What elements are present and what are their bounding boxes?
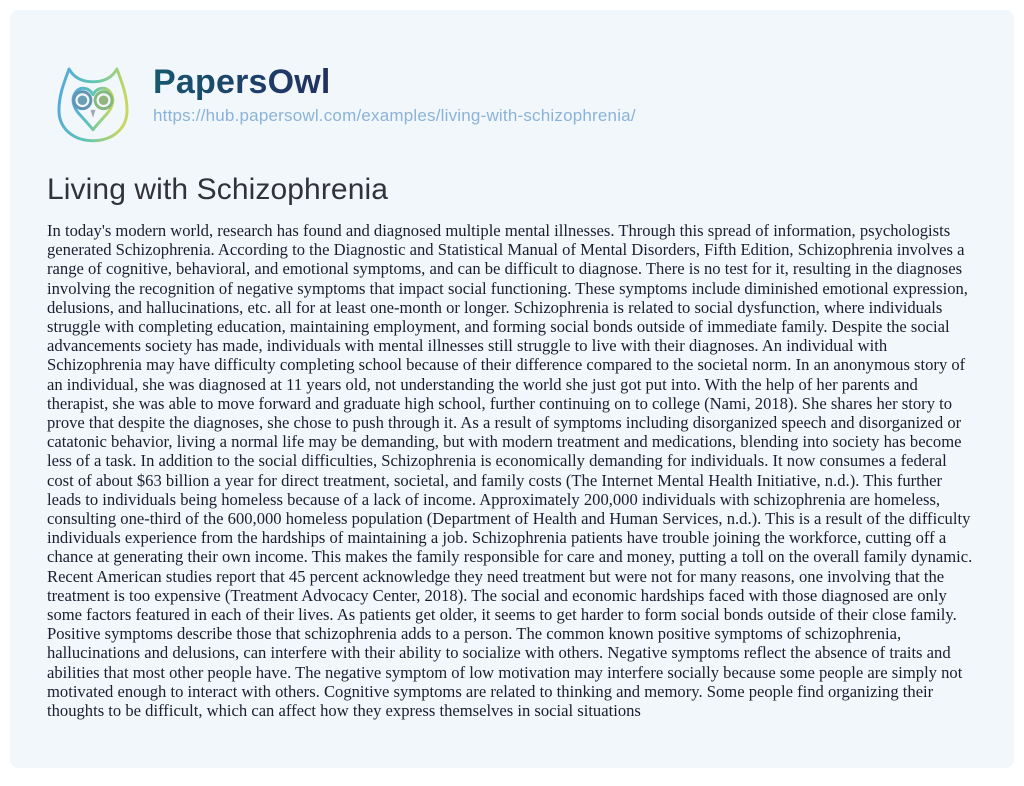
brand-text-block xyxy=(153,57,636,126)
owl-logo-icon[interactable] xyxy=(47,57,139,149)
page-title: Living with Schizophrenia xyxy=(47,173,389,206)
brand-header xyxy=(47,57,977,149)
brand-name[interactable]: PapersOwl xyxy=(153,63,331,101)
page-url-link[interactable]: https://hub.papersowl.com/examples/living-with-schizophrenia/ xyxy=(153,106,636,125)
essay-body-text: In today's modern world, research has found and diagnosed multiple mental illnesses. Through this spread of information, psychologists generated Schizophrenia. According to the Diagnostic and Statistical Manual of Mental Disorders, Fifth Edition, Schizophrenia involves a range of cognitive, behavioral, and emotional symptoms, and can be difficult to diagnose. There is no test for it, resulting in the diagnoses involving the recognition of negative symptoms that impact social functioning. These symptoms include diminished emotional expression, delusions, and hallucinations, etc. all for at least one-month or longer. Schizophrenia is related to social dysfunction, where individuals struggle with completing education, maintaining employment, and forming social bonds outside of immediate family. Despite the social advancements society has made, individuals with mental illnesses still struggle to live with their diagnoses. An individual with Schizophrenia may have difficulty completing school because of their difference compared to the societal norm. In an anonymous story of an individual, she was diagnosed at 11 years old, not understanding the world she just got put into. With the help of her parents and therapist, she was able to move forward and graduate high school, further continuing on to college (Nami, 2018). She shares her story to prove that despite the diagnoses, she chose to push through it. As a result of symptoms including disorganized speech and disorganized or catatonic behavior, living a normal life may be demanding, but with modern treatment and medications, blending into society has become less of a task. In addition to the social difficulties, Schizophrenia is economically demanding for individuals. It now consumes a federal cost of about $63 billion a year for direct treatment, societal, and family costs (The Internet Mental Health Initiative, n.d.). This further leads to individuals being homeless because of a lack of income. Approximately 200,000 individuals with schizophrenia are homeless, consulting one-third of the 600,000 homeless population (Department of Health and Human Services, n.d.). This is a result of the difficulty individuals experience from the hardships of maintaining a job. Schizophrenia patients have trouble joining the workforce, cutting off a chance at generating their own income. This makes the family responsible for care and money, putting a toll on the overall family dynamic. Recent American studies report that 45 percent acknowledge they need treatment but were not for many reasons, one involving that the treatment is too expensive (Treatment Advocacy Center, 2018). The social and economic hardships faced with those diagnosed are only some factors featured in each of their lives. As patients get older, it seems to get harder to form social bonds outside of their close family. Positive symptoms describe those that schizophrenia adds to a person. The common known positive symptoms of schizophrenia, hallucinations and delusions, can interfere with their ability to socialize with others. Negative symptoms reflect the absence of traits and abilities that most other people have. The negative symptom of low motivation may interfere socially because some people are simply not motivated enough to interact with others. Cognitive symptoms are related to thinking and memory. Some people find organizing their thoughts to be difficult, which can affect how they express themselves in social situations xyxy=(47,221,973,721)
page-card xyxy=(10,10,1014,768)
